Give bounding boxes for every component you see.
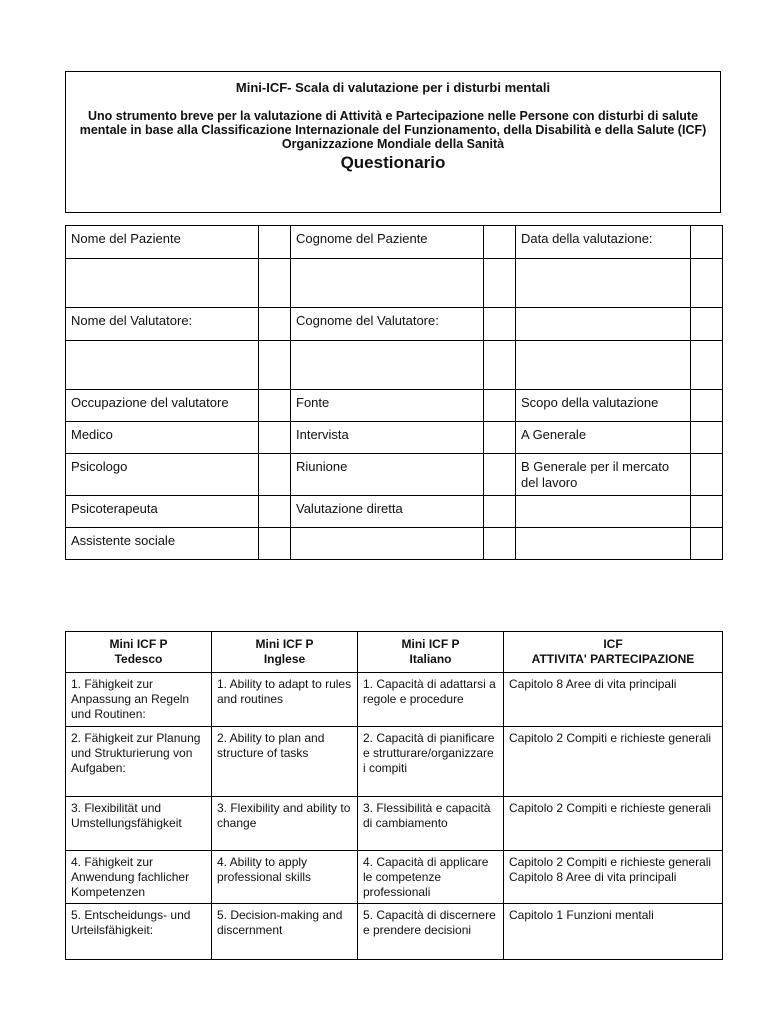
cell-german: 2. Fähigkeit zur Planung und Strukturierung von Aufgaben: <box>66 727 212 797</box>
blank-cell <box>516 308 691 341</box>
blank-cell <box>484 226 516 259</box>
evaluator-occupation-label: Occupazione del valutatore <box>66 390 259 422</box>
purpose-option: B Generale per il mercato del lavoro <box>516 454 691 496</box>
table-row <box>66 308 723 341</box>
source-label: Fonte <box>291 390 484 422</box>
cell-icf: Capitolo 2 Compiti e richieste generali Capitolo 8 Aree di vita principali <box>504 851 723 904</box>
table-row <box>66 528 723 560</box>
patient-surname-field[interactable] <box>291 259 484 308</box>
patient-info-table <box>65 225 723 560</box>
blank-cell <box>484 390 516 422</box>
column-header-german: Mini ICF P Tedesco <box>66 632 212 673</box>
blank-cell <box>484 341 516 390</box>
blank-cell <box>484 528 516 560</box>
cell-german: 5. Entscheidungs- und Urteilsfähigkeit: <box>66 904 212 960</box>
occupation-checkbox[interactable] <box>259 528 291 560</box>
source-checkbox[interactable] <box>484 496 516 528</box>
icf-mapping-table <box>65 631 723 960</box>
table-header-row <box>66 632 723 673</box>
table-row <box>66 226 723 259</box>
cell-icf: Capitolo 1 Funzioni mentali <box>504 904 723 960</box>
patient-name-field[interactable] <box>66 259 259 308</box>
patient-surname-label: Cognome del Paziente <box>291 226 484 259</box>
cell-icf: Capitolo 2 Compiti e richieste generali <box>504 797 723 851</box>
occupation-checkbox[interactable] <box>259 422 291 454</box>
occupation-option: Assistente sociale <box>66 528 259 560</box>
cell-italian: 3. Flessibilità e capacità di cambiamento <box>358 797 504 851</box>
source-checkbox[interactable] <box>484 422 516 454</box>
blank-cell <box>259 259 291 308</box>
table-row <box>66 341 723 390</box>
evaluator-name-label: Nome del Valutatore: <box>66 308 259 341</box>
document-header <box>65 71 721 213</box>
blank-cell <box>691 226 723 259</box>
column-header-italian: Mini ICF P Italiano <box>358 632 504 673</box>
organization-name: Organizzazione Mondiale della Sanità <box>281 137 505 151</box>
table-row <box>66 454 723 496</box>
cell-icf: Capitolo 8 Aree di vita principali <box>504 673 723 727</box>
blank-cell <box>484 308 516 341</box>
assessment-date-label: Data della valutazione: <box>516 226 691 259</box>
occupation-checkbox[interactable] <box>259 454 291 496</box>
blank-cell <box>691 259 723 308</box>
cell-german: 3. Flexibilität und Umstellungsfähigkeit <box>66 797 212 851</box>
cell-icf: Capitolo 2 Compiti e richieste generali <box>504 727 723 797</box>
cell-italian: 5. Capacità di discernere e prendere decisioni <box>358 904 504 960</box>
document-subtitle: Uno strumento breve per la valutazione di Attività e Partecipazione nelle Persone con disturbi di salute mentale in base alla Classificazione Internazionale del Funzionamento, della Disabilità e della Salute (ICF) <box>79 109 707 137</box>
purpose-checkbox[interactable] <box>691 454 723 496</box>
occupation-option: Medico <box>66 422 259 454</box>
source-option: Valutazione diretta <box>291 496 484 528</box>
table-row <box>66 904 723 960</box>
blank-cell <box>259 390 291 422</box>
table-row <box>66 422 723 454</box>
blank-cell <box>291 528 484 560</box>
evaluator-surname-field[interactable] <box>291 341 484 390</box>
cell-english: 3. Flexibility and ability to change <box>212 797 358 851</box>
cell-english: 4. Ability to apply professional skills <box>212 851 358 904</box>
occupation-option: Psicoterapeuta <box>66 496 259 528</box>
evaluator-name-field[interactable] <box>66 341 259 390</box>
table-row <box>66 851 723 904</box>
source-option: Intervista <box>291 422 484 454</box>
cell-english: 2. Ability to plan and structure of tasks <box>212 727 358 797</box>
table-row <box>66 797 723 851</box>
purpose-option: A Generale <box>516 422 691 454</box>
table-row <box>66 673 723 727</box>
column-header-icf: ICF ATTIVITA' PARTECIPAZIONE <box>504 632 723 673</box>
assessment-date-field[interactable] <box>516 259 691 308</box>
column-header-english: Mini ICF P Inglese <box>212 632 358 673</box>
blank-cell <box>691 341 723 390</box>
blank-cell <box>516 496 691 528</box>
cell-english: 5. Decision-making and discernment <box>212 904 358 960</box>
cell-italian: 1. Capacità di adattarsi a regole e procedure <box>358 673 504 727</box>
blank-cell <box>516 341 691 390</box>
cell-italian: 4. Capacità di applicare le competenze professionali <box>358 851 504 904</box>
blank-cell <box>691 528 723 560</box>
occupation-option: Psicologo <box>66 454 259 496</box>
patient-name-label: Nome del Paziente <box>66 226 259 259</box>
cell-german: 1. Fähigkeit zur Anpassung an Regeln und Routinen: <box>66 673 212 727</box>
purpose-checkbox[interactable] <box>691 422 723 454</box>
blank-cell <box>691 390 723 422</box>
purpose-label: Scopo della valutazione <box>516 390 691 422</box>
table-row <box>66 727 723 797</box>
occupation-checkbox[interactable] <box>259 496 291 528</box>
blank-cell <box>484 259 516 308</box>
cell-german: 4. Fähigkeit zur Anwendung fachlicher Kompetenzen <box>66 851 212 904</box>
cell-english: 1. Ability to adapt to rules and routines <box>212 673 358 727</box>
source-option: Riunione <box>291 454 484 496</box>
blank-cell <box>691 496 723 528</box>
table-row <box>66 259 723 308</box>
blank-cell <box>259 341 291 390</box>
blank-cell <box>516 528 691 560</box>
table-row <box>66 496 723 528</box>
evaluator-surname-label: Cognome del Valutatore: <box>291 308 484 341</box>
table-row <box>66 390 723 422</box>
blank-cell <box>259 226 291 259</box>
source-checkbox[interactable] <box>484 454 516 496</box>
cell-italian: 2. Capacità di pianificare e strutturare/organizzare i compiti <box>358 727 504 797</box>
blank-cell <box>259 308 291 341</box>
blank-cell <box>691 308 723 341</box>
document-type: Questionario <box>340 153 446 172</box>
document-title: Mini-ICF- Scala di valutazione per i disturbi mentali <box>235 80 551 95</box>
